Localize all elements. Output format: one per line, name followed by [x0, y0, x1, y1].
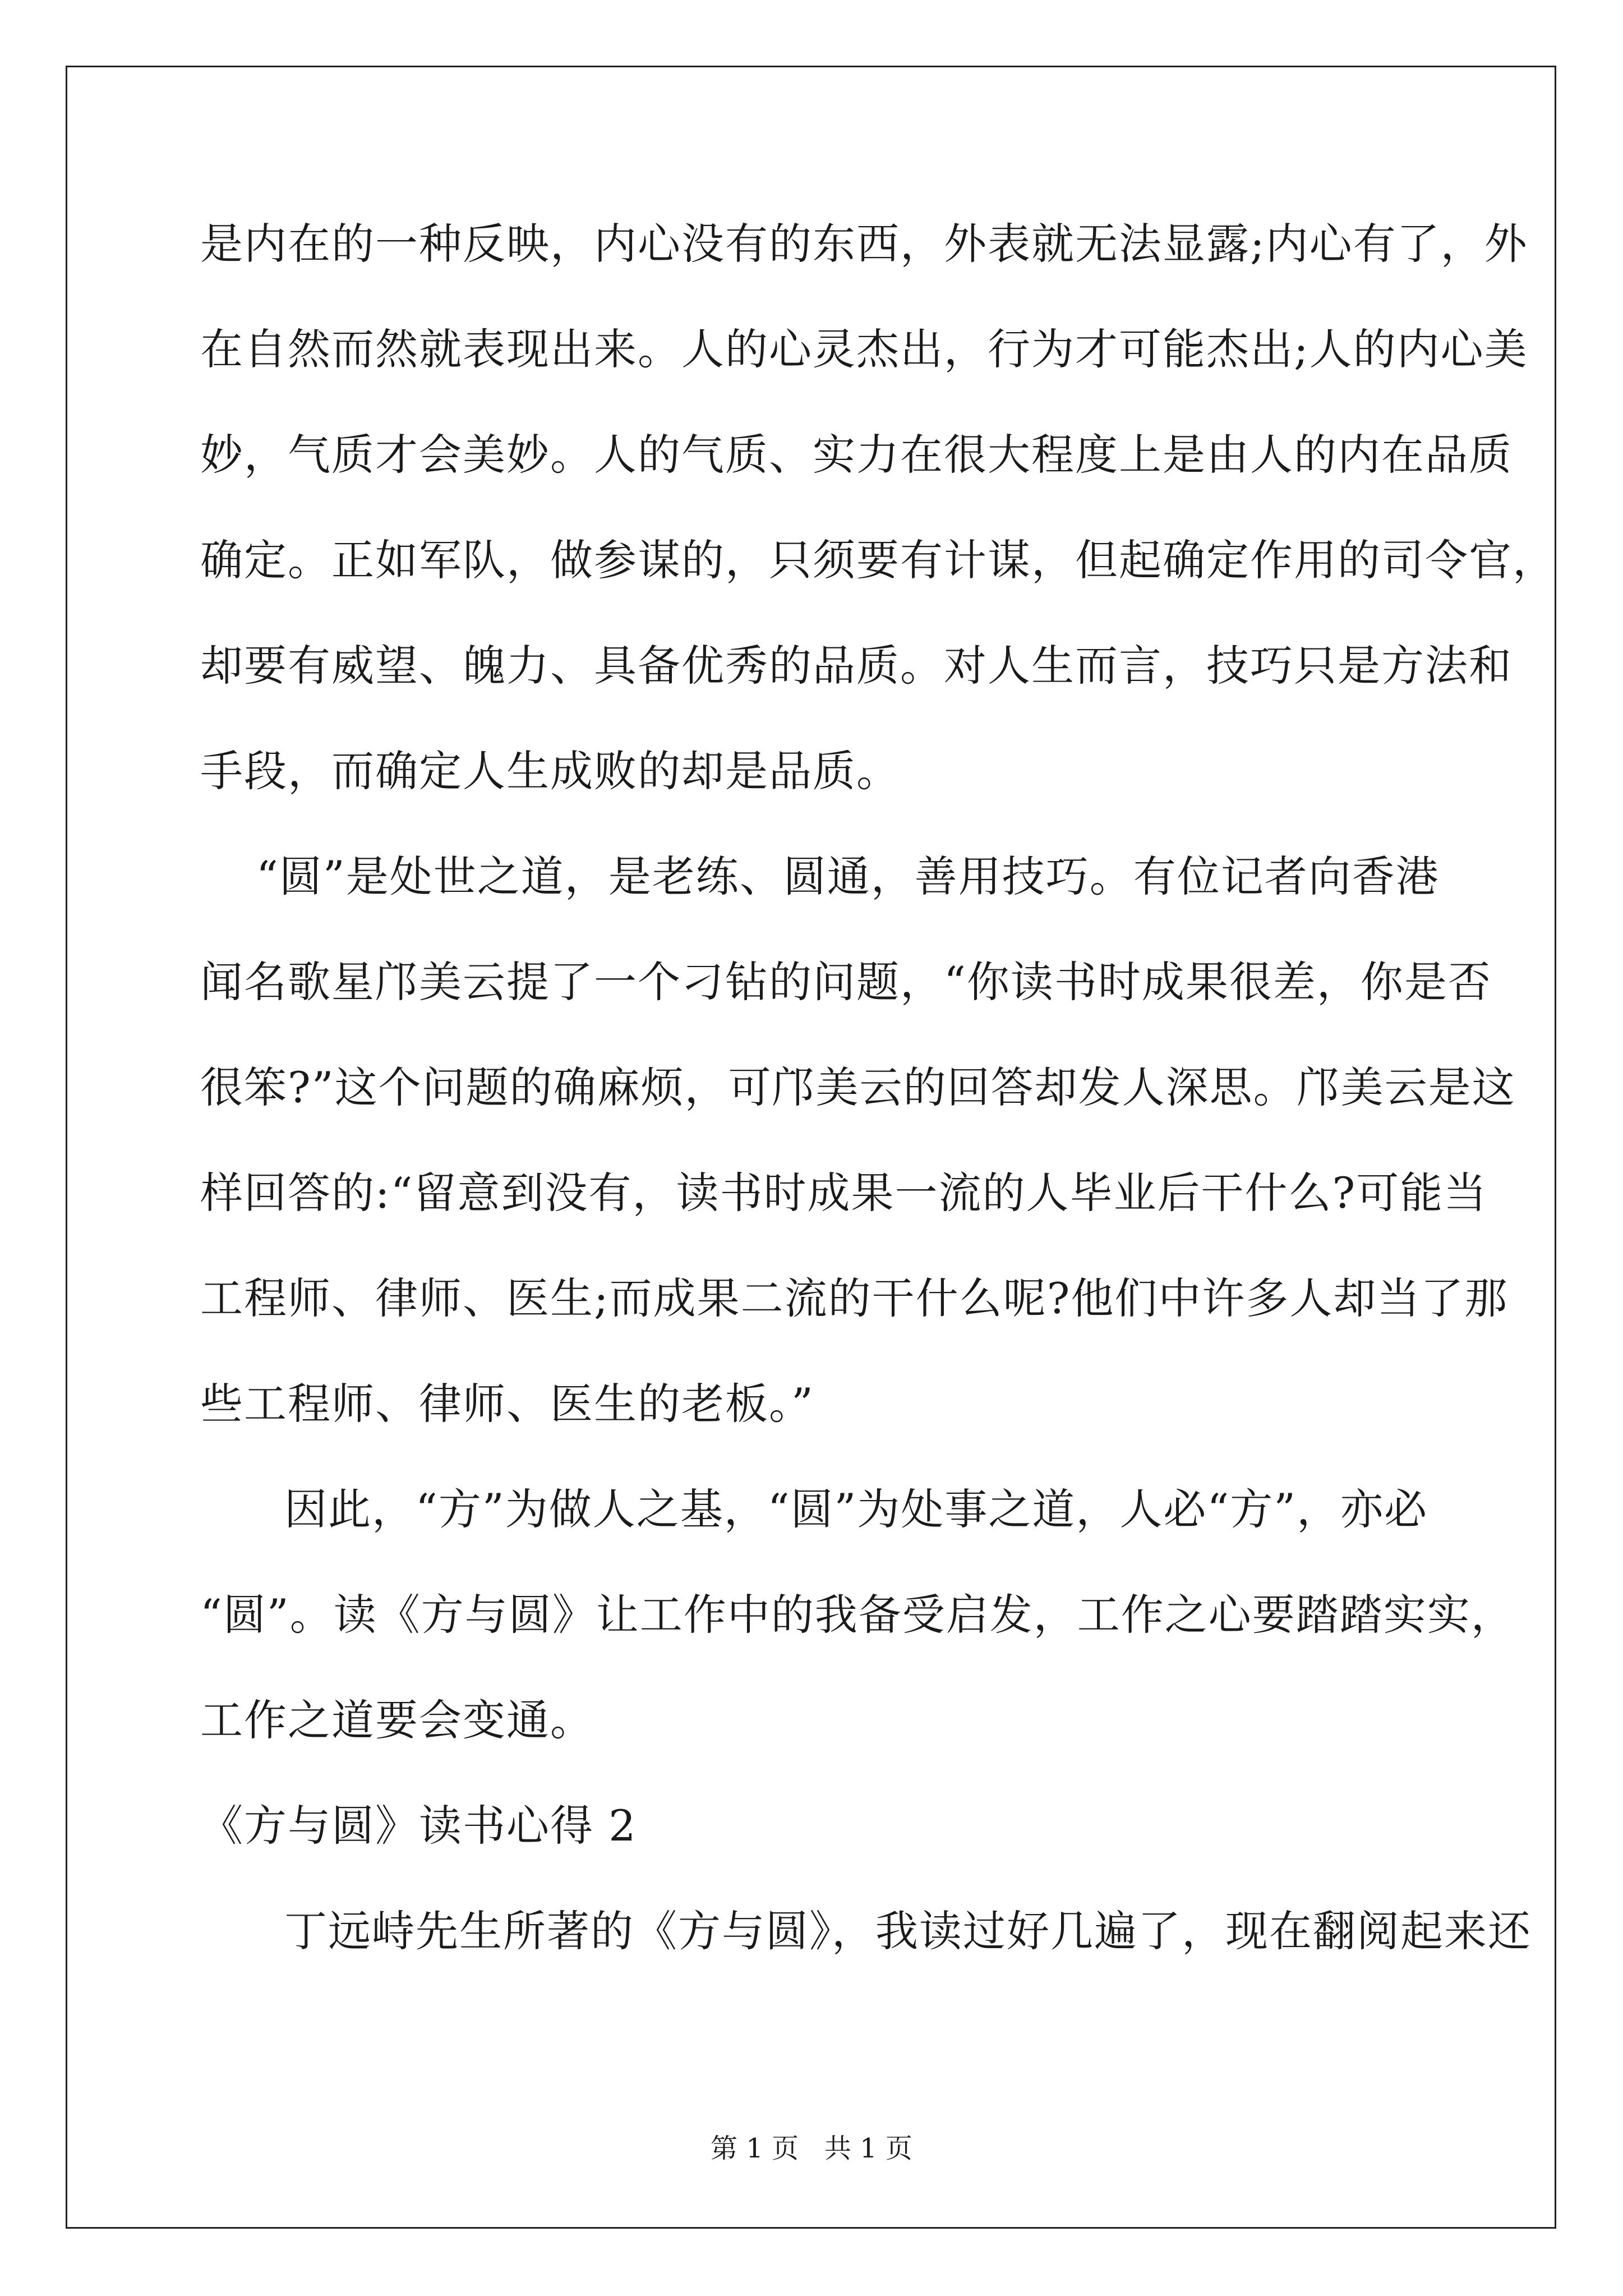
text-line: “圆”。读《方与圆》让工作中的我备受启发，工作之心要踏踏实实， — [200, 1590, 1515, 1640]
text-line: 因此，“方”为做人之基，“圆”为处事之道，人必“方”，亦必 — [284, 1484, 1428, 1534]
text-line: 丁远峙先生所著的《方与圆》，我读过好几遍了，现在翻阅起来还 — [284, 1906, 1532, 1956]
text-line: 是内在的一种反映，内心没有的东西，外表就无法显露;内心有了，外 — [200, 219, 1528, 269]
text-line: 却要有威望、魄力、具备优秀的品质。对人生而言，技巧只是方法和 — [200, 641, 1513, 691]
text-line: 在自然而然就表现出来。人的心灵杰出，行为才可能杰出;人的内心美 — [200, 324, 1528, 374]
text-line: 闻名歌星邝美云提了一个刁钻的问题，“你读书时成果很差，你是否 — [200, 957, 1492, 1007]
text-line: 工程师、律师、医生;而成果二流的干什么呢?他们中许多人却当了那 — [200, 1273, 1509, 1323]
text-line: 妙，气质才会美妙。人的气质、实力在很大程度上是由人的内在品质 — [200, 430, 1513, 480]
text-line: 工作之道要会变通。 — [200, 1695, 594, 1745]
section-heading: 《方与圆》读书心得 2 — [200, 1801, 637, 1851]
text-line: 很笨?”这个问题的确麻烦，可邝美云的回答却发人深思。邝美云是这 — [200, 1062, 1516, 1112]
text-line: 样回答的:“留意到没有，读书时成果一流的人毕业后干什么?可能当 — [200, 1168, 1488, 1218]
text-line: 手段，而确定人生成败的却是品质。 — [200, 746, 900, 796]
text-line: 确定。正如军队，做参谋的，只须要有计谋，但起确定作用的司令官， — [200, 535, 1556, 585]
text-line: “圆”是处世之道，是老练、圆通，善用技巧。有位记者向香港 — [256, 852, 1440, 901]
text-line: 些工程师、律师、医生的老板。” — [200, 1379, 814, 1429]
page-number-footer: 第 1 页 共 1 页 — [711, 2133, 912, 2164]
